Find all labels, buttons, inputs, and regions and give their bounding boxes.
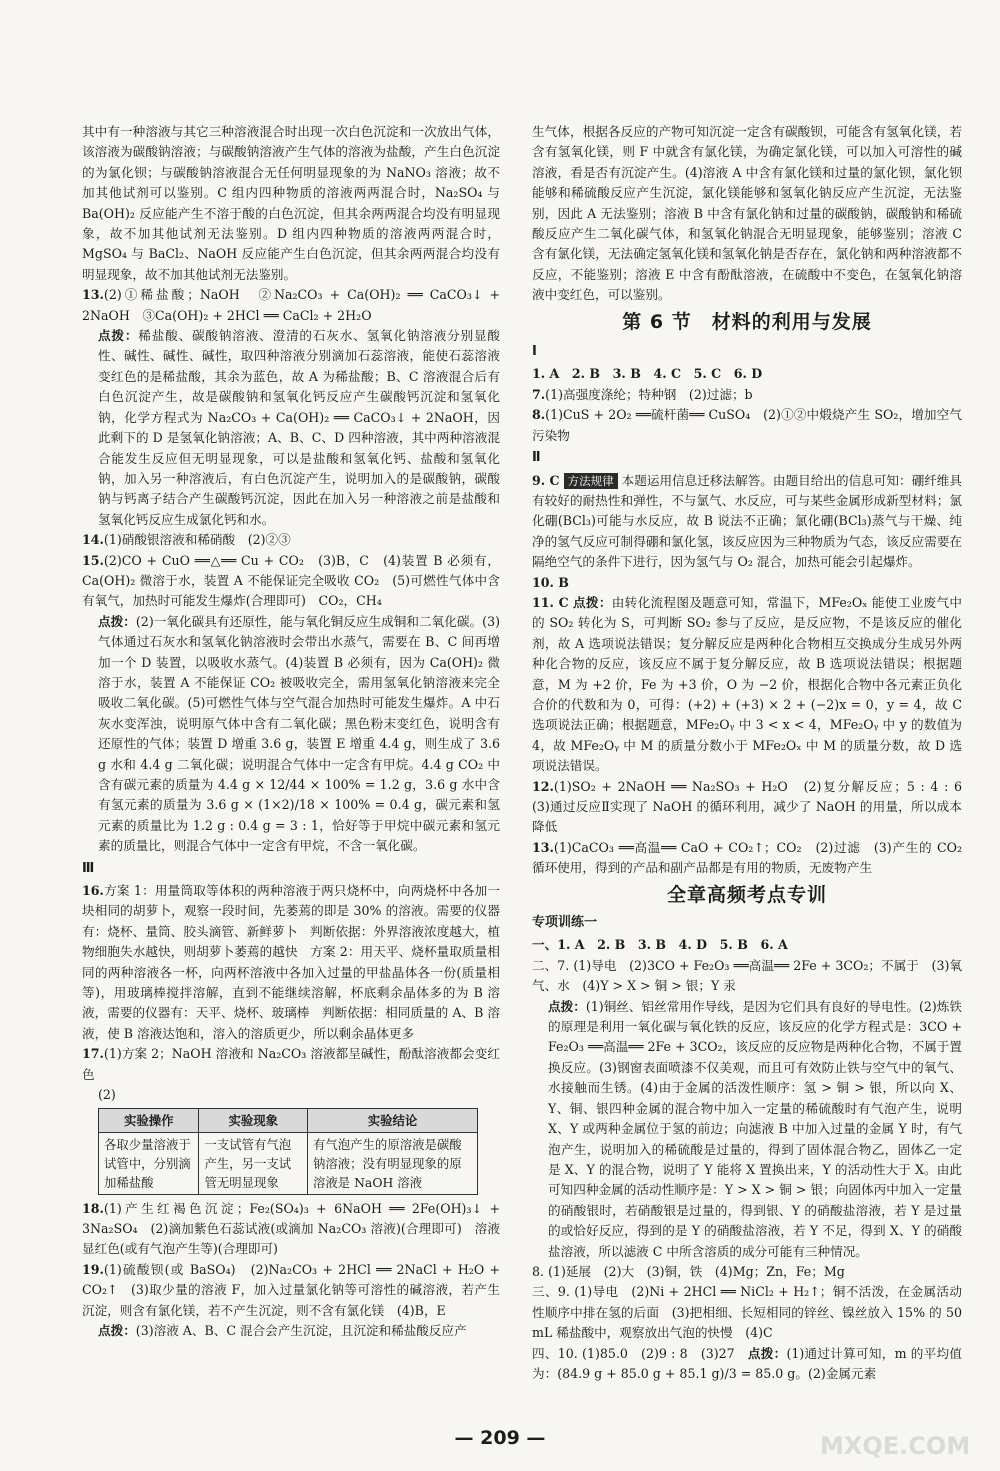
- table-row: [99, 1132, 478, 1194]
- answer-15: 15.(2)CO + CuO ══△══ Cu + CO₂ (3)B，C (4)装置 B 必须有，Ca(OH)₂ 微溶于水，装置 A 不能保证完全吸收 CO₂ (5)可燃性气体中含有氧气，加热时可能发生爆炸(合理即可) CO₂，CH₄: [82, 552, 500, 609]
- experiment-table: [98, 1108, 478, 1195]
- review-title: 全章高频考点专训: [666, 883, 827, 906]
- table-cell: 有气泡产生的原溶液是碳酸钠溶液；没有明显现象的原溶液是 NaOH 溶液: [307, 1132, 477, 1194]
- training-answer-10: 四、10. (1)85.0 (2)9 : 8 (3)27 点拨：(1)通过计算可知，m 的平均值为：(84.9 g + 85.0 g + 85.1 g)/3 = 85.0 g。(2)金属元素: [532, 1345, 962, 1381]
- left-column: [82, 122, 500, 1341]
- answer-17: 17.(1)方案 2；NaOH 溶液和 Na₂CO₃ 溶液都呈碱性，酚酞溶液都会变红色: [82, 1046, 500, 1082]
- answers-1-6: 1. A 2. B 3. B 4. C 5. C 6. D: [532, 366, 763, 382]
- training-tip-7: 点拨：(1)铜丝、铝丝常用作导线，是因为它们具有良好的导电性。(2)炼铁的原理是利用一氧化碳与氧化铁的反应，该反应的化学方程式是：3CO + Fe₂O₃ ══高温══ 2Fe + 3CO₂，该反应的反应物是两种化合物，不属于置换反应。(3)钢窗表面喷漆不仅美观，而且可有效防止铁与空气中的氧气、水接触而生锈。(4)由于金属的活泼性顺序：氢 > 铜 > 银，所以向 X、Y、铜、银四种金属的混合物中加入一定量的稀硫酸时有气泡产生，说明 X、Y 或两种金属位于氢的前边；向滤液 B 中加入过量的金属 Y 时，有气泡产生，说明加入的稀硫酸是过量的，得到了固体混合物乙，固体乙一定是 X、Y 的混合物，说明了 Y 能将 X 置换出来，Y 的活动性大于 X。由此可知四种金属的活动性顺序是：Y > X > 铜 > 银；向固体丙中加入一定量的硝酸银时，若硝酸银是过量的，得到银、Y 的硝酸盐溶液，若 Y 是过量的或恰好反应，得到的是 Y 的硝酸盐溶液，若 Y 不足，得到 X、Y 的硝酸盐溶液，所以滤液 C 中所含溶质的成分可能有三种情况。: [548, 998, 963, 1259]
- level-mark-2: Ⅱ: [532, 450, 541, 466]
- answer-9: 9. C 方法规律 本题运用信息迁移法解答。由题目给出的信息可知：硼纤维具有较好的耐热性和弹性，不与氯气、水反应，可与某些金属形成新型材料；氯化硼(BCl₃)可能与水反应，故 B 说法不正确；氯化硼(BCl₃)蒸气与干燥、纯净的氢气反应可制得硼和氯化氢，该反应因为三种物质为气态，该反应需要在隔绝空气的条件下进行，因为氢气与 O₂ 混合，加热可能会引起爆炸。: [532, 472, 963, 570]
- watermark-text: MXQE.COM: [820, 1432, 971, 1460]
- training-answer-8: 8. (1)延展 (2)大 (3)铜，铁 (4)Mg；Zn，Fe；Mg: [532, 1263, 845, 1279]
- tip-13: 点拨：稀盐酸、碳酸钠溶液、澄清的石灰水、氢氧化钠溶液分别显酸性、碱性、碱性、碱性，取四种溶液分别滴加石蕊溶液，能使石蕊溶液变红色的是稀盐酸，其余为蓝色，故 A 为稀盐酸；B、C 溶液混合后有白色沉淀产生，故是碳酸钠和氢氧化钙反应产生碳酸钙沉淀和氢氧化钠，化学方程式为 Na₂CO₃ + Ca(OH)₂ ══ CaCO₃↓ + 2NaOH，因此剩下的 D 是氢氧化钠溶液；A、B、C、D 四种溶液，其中两种溶液混合能发生反应但无明显现象，可以是盐酸和氢氧化钙、盐酸和氢氧化钠，加入另一种溶液后，有白色沉淀产生，说明加入的是碳酸钠，碳酸钠与钙离子结合产生碳酸钙沉淀，因此在加入另一种溶液之前是盐酸和氢氧化钙反应生成氯化钙和水。: [98, 328, 501, 527]
- tip-19: 点拨：(3)溶液 A、B、C 混合会产生沉淀，且沉淀和稀盐酸反应产: [98, 1322, 467, 1338]
- answer-17-sub: (2): [98, 1087, 116, 1103]
- table-header: 实验结论: [307, 1108, 477, 1132]
- answer-14: 14.(1)硝酸银溶液和稀硝酸 (2)②③: [82, 532, 291, 548]
- page-number: — 209 —: [454, 1427, 546, 1449]
- table-cell: 一支试管有气泡产生，另一支试管无明显现象: [199, 1132, 308, 1194]
- table-cell: 各取少量溶液于试管中，分别滴加稀盐酸: [99, 1132, 199, 1194]
- answer-10: 10. B: [532, 574, 569, 590]
- answer-11: 11. C 点拨：由转化流程图及题意可知，常温下，MFe₂Oₓ 能使工业废气中的 SO₂ 转化为 S，可判断 SO₂ 参与了反应，是反应物，不是该反应的催化剂，故 A 选项说法错误；复分解反应是两种化合物相互交换成分生成另外两种化合物的反应，该反应不属于复分解反应，故 B 选项说法错误；根据题意，M 为 +2 价，Fe 为 +3 价，O 为 −2 价，根据化合物中各元素正负化合价的代数和为 0，可得：(+2) + (+3) × 2 + (−2)x = 0，y = 4，故 C 选项说法正确；根据题意，MFe₂Oᵧ 中 3 < x < 4，MFe₂Oᵧ 中 y 的数值为 4，故 MFe₂Oᵧ 中 M 的质量分数小于 MFe₂Oₓ 中 M 的质量分数，故 D 选项说法错误。: [532, 594, 962, 774]
- paragraph: 其中有一种溶液与其它三种溶液混合时出现一次白色沉淀和一次放出气体，该溶液为碳酸钠溶液；与碳酸钠溶液产生气体的溶液为盐酸，产生白色沉淀的为氯化钡；与碳酸钠溶液混合无任何明显现象的为 NaNO₃ 溶液；故不加其他试剂可以鉴别。C 组内四种物质的溶液两两混合时，Na₂SO₄ 与 Ba(OH)₂ 反应能产生不溶于酸的白色沉淀，但其余两两混合均没有明显现象，故不加其他试剂无法鉴别。D 组内四种物质的溶液两两混合时，MgSO₄ 与 BaCl₂、NaOH 反应能产生白色沉淀，但其余两两混合均没有明显现象，故不加其他试剂无法鉴别。: [82, 124, 500, 282]
- level-mark-1: Ⅰ: [532, 344, 537, 360]
- answer-7: 7.(1)高强度涤纶；特种钢 (2)过滤；b: [532, 386, 753, 402]
- table-header: 实验操作: [99, 1108, 199, 1132]
- answer-12: 12.(1)SO₂ + 2NaOH ══ Na₂SO₃ + H₂O (2)复分解反应；5 : 4 : 6 (3)通过反应Ⅱ实现了 NaOH 的循环利用，减少了 NaOH 的用量，所以成本降低: [532, 778, 975, 835]
- table-header-row: [99, 1108, 478, 1132]
- training-answer-7: 二、7. (1)导电 (2)3CO + Fe₂O₃ ══高温══ 2Fe + 3CO₂；不属于 (3)氧气、水 (4)Y > X > 铜 > 银；Y 汞: [532, 957, 962, 994]
- section-title: 第 6 节 材料的利用与发展: [622, 310, 872, 333]
- tip-15: 点拨：(2)一氧化碳具有还原性，能与氧化铜反应生成铜和二氧化碳。(3)气体通过石灰水和氢氧化钠溶液时会带出水蒸气，需要在 B、C 间再增加一个 D 装置，以吸收水蒸气。(4)装置 B 必须有，因为 Ca(OH)₂ 微溶于水，装置 A 不能保证 CO₂ 被吸收完全，需用氢氧化钠溶液来完全吸收二氧化碳。(5)可燃性气体与空气混合加热时可能发生爆炸。A 中石灰水变浑浊，说明原气体中含有二氧化碳；黑色粉末变红色，说明含有还原性的气体；装置 D 增重 3.6 g，装置 E 增重 4.4 g，则生成了 3.6 g 水和 4.4 g 二氧化碳；说明混合气体中一定含有甲烷。4.4 g CO₂ 中含有碳元素的质量为 4.4 g × 12/44 × 100% = 1.2 g，3.6 g 水中含有氢元素的质量为 3.6 g × (1×2)/18 × 100% = 0.4 g，碳元素和氢元素的质量比为 1.2 g : 0.4 g = 3 : 1，恰好等于甲烷中碳元素和氢元素的质量比，则混合气体中一定含有甲烷，不含一氧化碳。: [98, 613, 500, 854]
- table-header: 实验现象: [199, 1108, 308, 1132]
- level-mark-3: Ⅲ: [82, 860, 95, 876]
- training-answers-1-6: 一、1. A 2. B 3. B 4. D 5. B 6. A: [532, 937, 788, 953]
- answer-13: 13.(2)①稀盐酸；NaOH ②Na₂CO₃ + Ca(OH)₂ ══ CaCO₃↓ + 2NaOH ③Ca(OH)₂ + 2HCl ══ CaCl₂ + 2H₂O: [82, 287, 500, 323]
- paragraph: 生气体，根据各反应的产物可知沉淀一定含有碳酸钡，可能含有氢氧化镁，若含有氢氧化镁，则 F 中就含有氯化镁，为确定氯化镁，可以加入可溶性的碱溶液，看是否有沉淀产生。(4)溶液 A 中含有氯化镁和过量的氯化钡，氯化钡能够和稀硫酸反应产生沉淀，氯化镁能够和氢氧化钠反应产生沉淀，无法鉴别，因此 A 无法鉴别；溶液 B 中含有氯化钠和过量的碳酸钠，碳酸钠和稀硫酸反应产生二氧化碳气体，和氢氧化钠混合无明显现象，能够鉴别；溶液 C 含有氯化镁，无法确定氢氧化镁和氢氧化钠是否存在，氯化钠和两种溶液都不反应，不能鉴别；溶液 E 中含有酚酞溶液，在硫酸中不变色，在氢氧化钠溶液中变红色，可以鉴别。: [532, 124, 962, 303]
- answer-19: 19.(1)硫酸钡(或 BaSO₄) (2)Na₂CO₃ + 2HCl ══ 2NaCl + H₂O + CO₂↑ (3)取少量的溶液 F，加入过量氯化钠等可溶性的碱溶液，若产生沉淀，则含有氯化镁，若不产生沉淀，则不含有氯化镁 (4)B，E: [82, 1261, 500, 1318]
- right-column: [532, 122, 975, 1384]
- answer-13: 13.(1)CaCO₃ ══高温══ CaO + CO₂↑；CO₂ (2)过滤 (3)产生的 CO₂ 循环使用，得到的产品和副产品都是有用的物质，无废物产生: [532, 839, 962, 876]
- training-answer-9: 三、9. (1)导电 (2)Ni + 2HCl ══ NiCl₂ + H₂↑；铜不活泼，在金属活动性顺序中排在氢的后面 (3)把相细、长短相同的锌丝、镍丝放入 15% 的 50 mL 稀盐酸中，观察放出气泡的快慢 (4)C: [532, 1284, 962, 1341]
- answer-18: 18.(1)产生红褐色沉淀；Fe₂(SO₄)₃ + 6NaOH ══ 2Fe(OH)₃↓ + 3Na₂SO₄ (2)滴加紫色石蕊试液(或滴加 Na₂CO₃ 溶液)(合理即可) 溶液显红色(或有气泡产生等)(合理即可): [82, 1200, 500, 1257]
- method-tag: 方法规律: [564, 473, 618, 489]
- training-title: 专项训练一: [532, 915, 598, 931]
- answer-8: 8.(1)CuS + 2O₂ ══硫杆菌══ CuSO₄ (2)①②中煅烧产生 SO₂，增加空气污染物: [532, 407, 962, 443]
- answer-16: 16.方案 1：用量筒取等体积的两种溶液于两只烧杯中，向两烧杯中各加一块相同的胡萝卜，观察一段时间，先萎蔫的即是 30% 的溶液。需要的仪器有：烧杯、量筒、胶头滴管、新鲜萝卜 判断依据：外界溶液浓度越大，植物细胞失水越快，则胡萝卜萎蔫的越快 方案 2：用天平、烧杯量取质量相同的两种溶液各一杯，向两杯溶液中各加入过量的甲盐晶体各一份(质量相等)，用玻璃棒搅拌溶解，直到不能继续溶解，杯底剩余晶体多的为 B 溶液，需要的仪器有：天平、烧杯、玻璃棒 判断依据：相同质量的 A、B 溶液，使 B 溶液达饱和，溶入的溶质更少，所以剩余晶体更多: [82, 883, 500, 1041]
